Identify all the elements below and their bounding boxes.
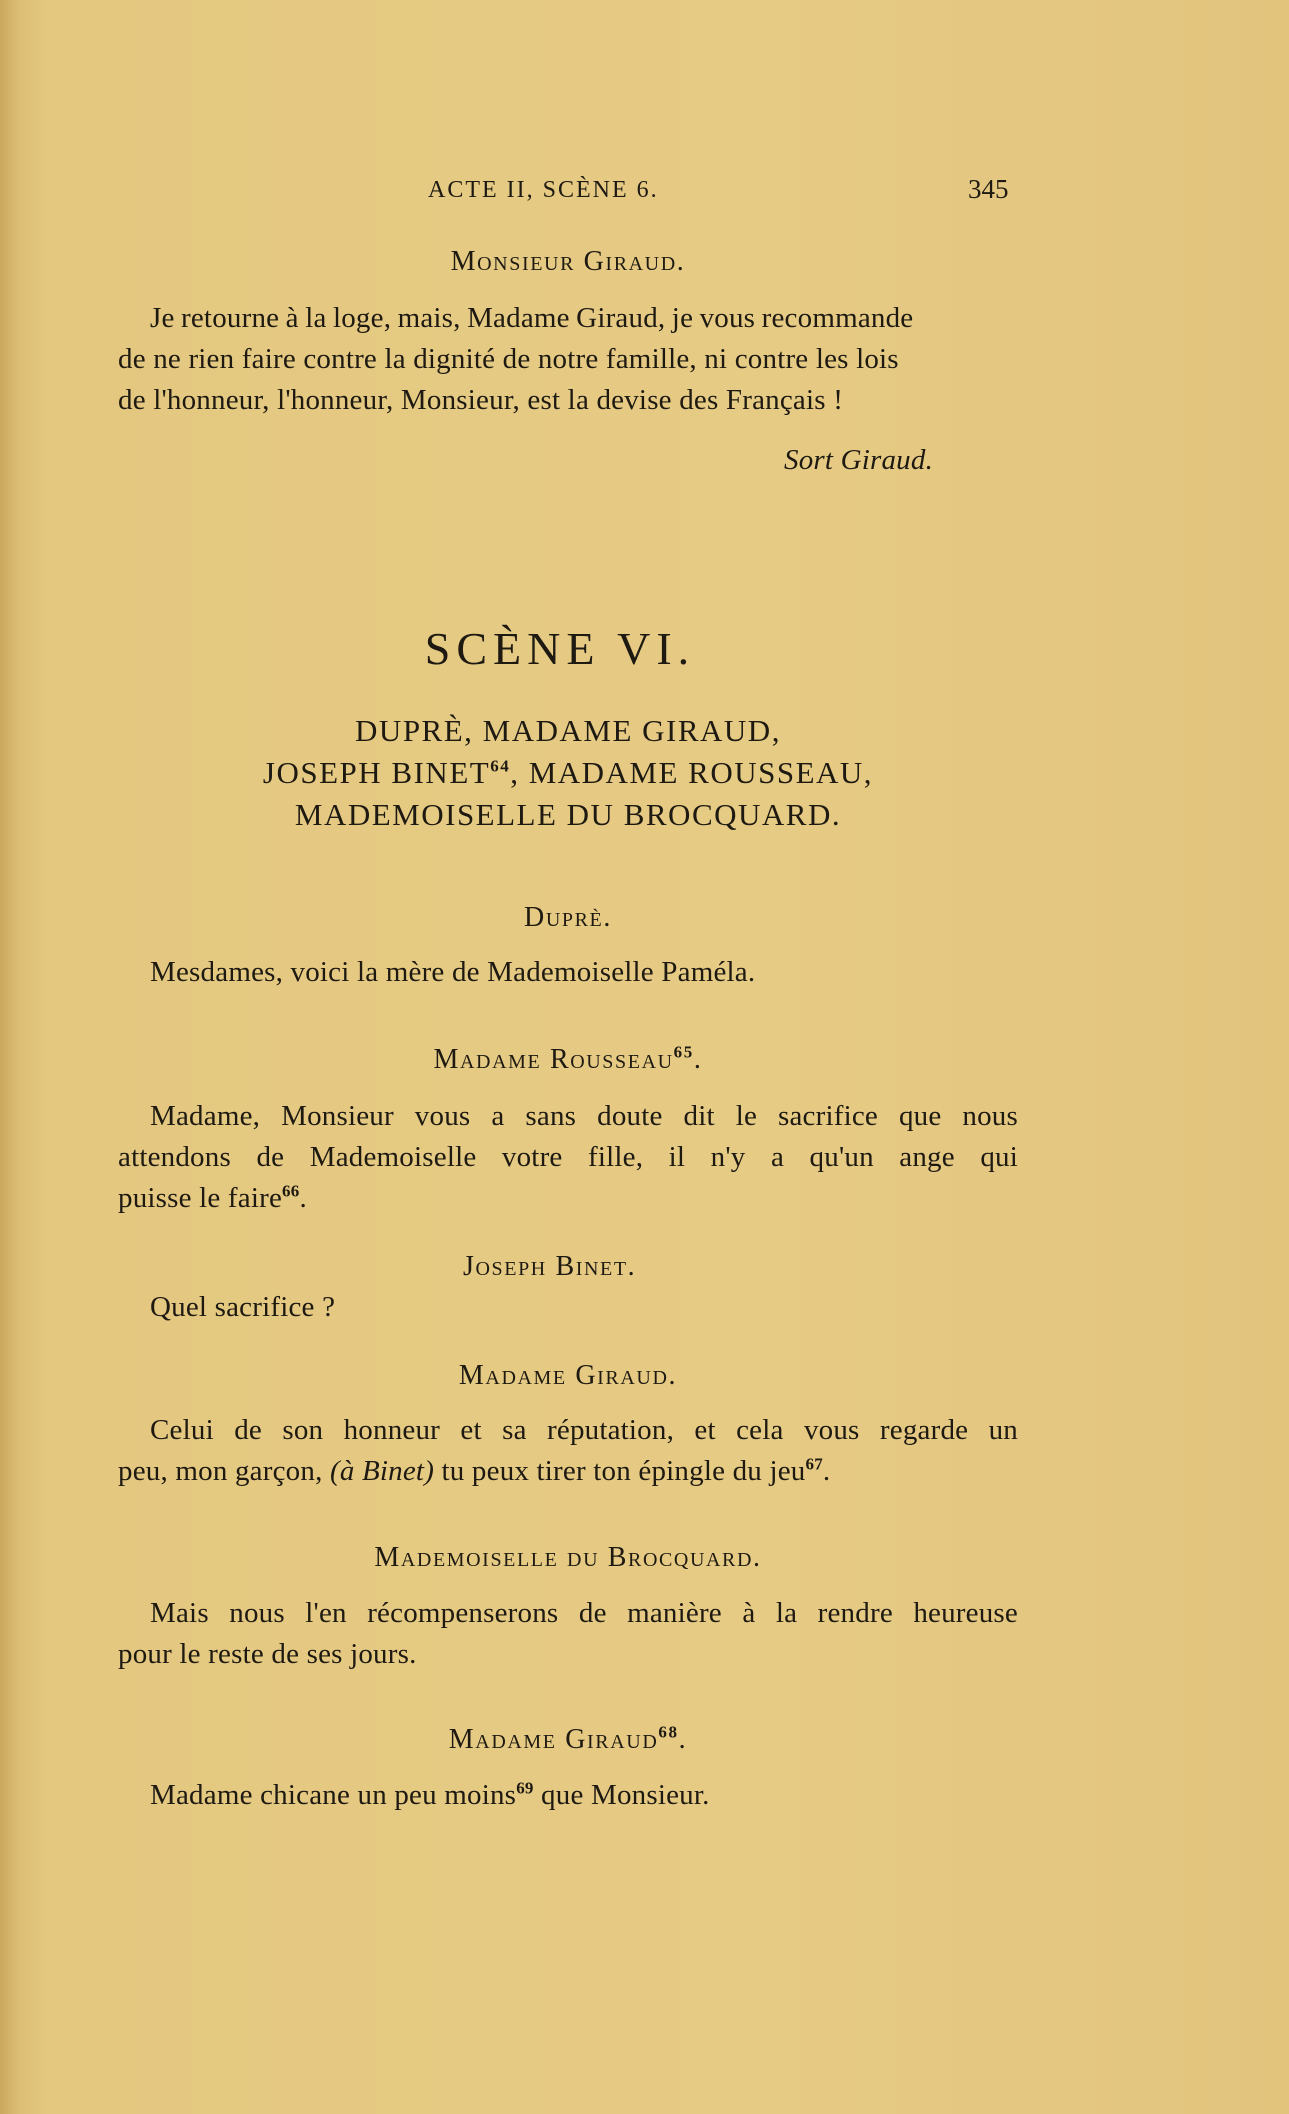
speech-line: attendons de Mademoiselle votre fille, il n'y a qu'un ange qui [118,1141,1018,1173]
speech-line: de ne rien faire contre la dignité de notre famille, ni contre les lois [118,343,899,375]
cast-line: MADEMOISELLE DU BROCQUARD. [294,797,842,832]
speech-line: Madame, Monsieur vous a sans doute dit le sacrifice que nous [150,1100,1018,1132]
speaker-punct: . [678,1724,688,1755]
speaker-monsieur-giraud: Monsieur Giraud. [450,246,686,277]
speech-line: pour le reste de ses jours. [118,1638,417,1670]
page-number: 345 [968,174,1009,204]
cast-line: DUPRÈ, MADAME GIRAUD, [355,713,781,748]
speech-text: Madame chicane un peu moins [150,1779,517,1811]
running-title: ACTE II, SCÈNE 6. [428,177,659,203]
cast-name: JOSEPH BINET [262,755,491,790]
footnote-marker: 65 [673,1042,694,1062]
stage-direction-inline: (à Binet) [329,1455,435,1487]
speech-text: que Monsieur. [533,1779,710,1811]
footnote-marker: 67 [805,1454,823,1474]
speech-punct: . [299,1182,307,1214]
speaker-madame-giraud [118,1724,1018,1756]
speech-line [150,1779,710,1812]
speech-text: peu, mon garçon, [118,1455,330,1487]
scene-title: SCÈNE VI. [424,623,696,674]
speech-line: Celui de son honneur et sa réputation, et cela vous regarde un [150,1414,1018,1446]
speaker-name: Madame Giraud [448,1724,659,1755]
speaker-madame-rousseau [118,1044,1018,1076]
speaker-punct: . [693,1044,703,1075]
speech-line: Mesdames, voici la mère de Mademoiselle Paméla. [150,956,756,988]
speech-line [118,1182,307,1215]
footnote-marker: 69 [516,1778,534,1798]
footnote-marker: 64 [490,756,511,776]
speech-line: Mais nous l'en récompenserons de manière à la rendre heureuse [150,1597,1018,1629]
speech-text: tu peux tirer ton épingle du jeu [434,1455,806,1487]
speech-line: Je retourne à la loge, mais, Madame Giraud, je vous recommande [150,302,914,334]
stage-direction: Sort Giraud. [784,444,934,476]
speech-line: de l'honneur, l'honneur, Monsieur, est la devise des Français ! [118,384,844,416]
speaker-name: Madame Rousseau [433,1044,674,1075]
speech-text: puisse le faire [118,1182,283,1214]
speaker-mademoiselle-du-brocquard: Mademoiselle du Brocquard. [374,1542,762,1573]
speaker-dupre: Duprè. [524,902,612,933]
speech-line: Quel sacrifice ? [150,1291,336,1323]
cast-line [118,755,1018,791]
speech-punct: . [822,1455,831,1487]
footnote-marker: 68 [658,1722,679,1742]
speaker-madame-giraud: Madame Giraud. [458,1360,678,1391]
speech-line [118,1455,830,1488]
cast-name: , MADAME ROUSSEAU, [510,755,874,790]
speaker-joseph-binet: Joseph Binet. [463,1251,637,1282]
footnote-marker: 66 [282,1181,300,1201]
